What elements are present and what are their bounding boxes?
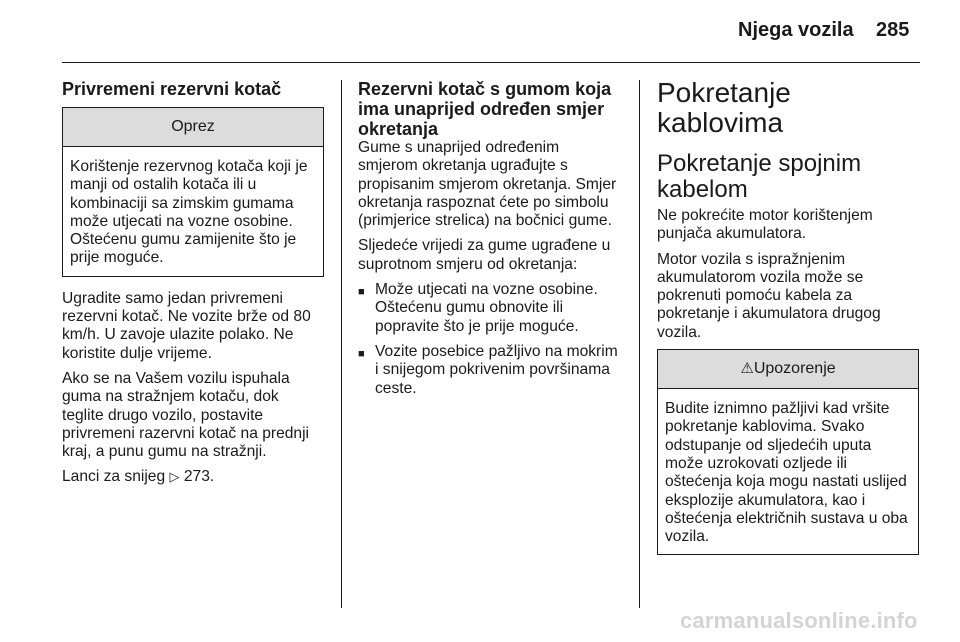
- chapter-heading: Pokretanje kablovima: [657, 77, 791, 138]
- section-heading-directional-spare: Rezervni kotač s gumom koja ima unaprijed određen smjer okretanja: [358, 79, 612, 139]
- column-2: [358, 76, 623, 405]
- page-number: 285: [876, 19, 910, 41]
- paragraph: Ne pokrećite motor korištenjem punjača akumulatora.: [657, 207, 873, 243]
- paragraph: Ugradite samo jedan privremeni rezervni kotač. Ne vozite brže od 80 km/h. U zavoje ulazite polako. Ne koristite dulje vrijeme.: [62, 289, 311, 362]
- arrow-reference-icon: ▷: [169, 469, 180, 485]
- warning-text: Budite iznimno pažljivi kad vršite pokretanje kablovima. Svako odstupanje od sljedećih uputa može uzrokovati ozljede ili oštećenja koja mogu nastati uslijed eksplozije akumulatora, kao i oštećenja električnih sustava u oba vozila.: [665, 400, 908, 546]
- section-heading-temporary-spare: Privremeni rezervni kotač: [62, 79, 282, 99]
- section-subheading: Pokretanje spojnim kabelom: [657, 150, 862, 203]
- warning-header: [658, 350, 918, 389]
- paragraph: Ako se na Vašem vozilu ispuhala guma na stražnjem kotaču, dok teglite drugo vozilo, postavite privremeni razervni kotač na prednji kraj, a punu gumu na stražnji.: [62, 369, 310, 461]
- running-header-title: Njega vozila: [738, 19, 854, 41]
- list-item-text: Može utjecati na vozne osobine. Oštećenu gumu obnovite ili popravite što je prije moguće.: [375, 281, 598, 335]
- caution-text: Korištenje rezervnog kotača koji je manji od ostalih kotača ili u kombinaciji sa zimskim gumama može utjecati na vozne osobine. Oštećenu gumu zamijenite što je prije moguće.: [70, 158, 308, 267]
- warning-title: Upozorenje: [753, 360, 836, 378]
- page-reference-link[interactable]: 273.: [183, 468, 215, 486]
- caution-box: [62, 107, 324, 277]
- column-3: [657, 76, 919, 568]
- paragraph: Sljedeće vrijedi za gume ugrađene u suprotnom smjeru od okretanja:: [358, 237, 611, 273]
- list-item: [358, 281, 623, 336]
- square-bullet-icon: ■: [358, 286, 365, 299]
- watermark: carmanualsonline.info: [680, 608, 918, 633]
- paragraph: Gume s unaprijed određenim smjerom okretanja ugrađujte s propisanim smjerom okretanja. Smjer okretanja raspoznat ćete po simbolu (primjerice strelica) na bočnici gume.: [358, 139, 617, 230]
- list-item-text: Vozite posebice pažljivo na mokrim i snijegom pokrivenim površinama ceste.: [375, 342, 618, 397]
- caution-title: Oprez: [63, 108, 323, 147]
- warning-box: [657, 349, 919, 555]
- square-bullet-icon: ■: [358, 347, 365, 360]
- warning-body: [658, 389, 918, 554]
- column-1: [62, 76, 324, 494]
- caution-body: [63, 147, 323, 276]
- paragraph: Motor vozila s ispražnjenim akumulatorom vozila može se pokrenuti pomoću kabela za pokretanje i akumulatora drugog vozila.: [657, 250, 881, 341]
- snow-chains-text: Lanci za snijeg: [62, 468, 166, 486]
- header-rule: [62, 62, 920, 63]
- column-divider-1: [341, 80, 342, 608]
- column-divider-2: [639, 80, 640, 608]
- list-item: [358, 343, 623, 398]
- warning-triangle-icon: ⚠: [740, 360, 754, 378]
- cross-reference: [62, 468, 324, 486]
